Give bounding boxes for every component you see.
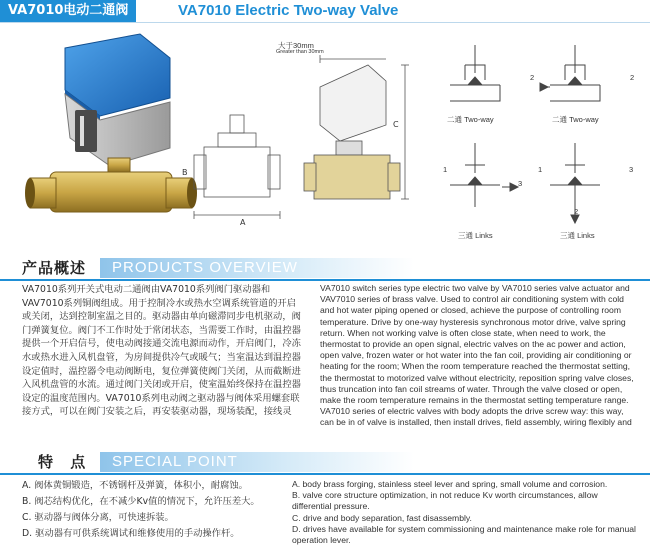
clearance-note-cn: 大于30mm bbox=[278, 41, 314, 50]
features-heading-en: SPECIAL POINT bbox=[100, 452, 414, 472]
feature-en-b: B. valve core structure optimization, in not reduce Kv worth circumstances, allow differential pressure. bbox=[292, 490, 598, 512]
feature-cn-b: B. 阀芯结构优化，在不减少Kv值的情况下，允许压差大。 bbox=[22, 496, 260, 507]
overview-heading-en: PRODUCTS OVERVIEW bbox=[100, 258, 414, 278]
links-label-b: 三通 Links bbox=[560, 231, 595, 240]
features-list-en bbox=[292, 479, 638, 546]
links-label-a: 三通 Links bbox=[458, 231, 493, 240]
overview-heading bbox=[0, 258, 650, 278]
two-way-label-b: 二通 Two-way bbox=[552, 115, 599, 124]
features-heading bbox=[0, 452, 650, 472]
feature-cn-d: D. 驱动器有可供系统调试和维修使用的手动操作杆。 bbox=[22, 528, 240, 539]
port-1-b: 1 bbox=[538, 165, 543, 174]
feature-en-d: D. drives have available for system commissioning and maintenance make role for manual operation lever. bbox=[292, 523, 636, 546]
overview-text-en: VA7010 switch series type electric two valve by VA7010 series valve actuator and VAV7010 series of brass valve. Used to control air conditioning system with cold and hot water piping opened or closed, achieve the purpose of controlling room temperature. Drive by one-way hysteresis synchronous motor drive, valve spring return. When not working valve is often close state, when need to work, the thermostat to provide an open signal, electric valves on the ac power and action, open valve, frozen water or hot water into the fan coil, providing air conditioning or heating for the room; When the room temperature reached the thermostat setting, the thermostat to motorized valve without electricity, reposition spring valve closes, thus truncation into fan coil streams of water. Through the valve closed or open, make the room temperature remains in the thermostat setting temperature range. VA7010 series of electric valves with body adopts the drive screw way: this way, can be in of valve is installed, then install drives, field assembly, wiring flexibly and bbox=[320, 283, 634, 428]
product-photo bbox=[20, 28, 200, 238]
dim-label-b: B bbox=[182, 168, 188, 177]
features-list-cn bbox=[22, 478, 292, 542]
feature-cn-c: C. 驱动器与阀体分离，可快速拆装。 bbox=[22, 512, 174, 523]
overview-text-cn: VA7010系列开关式电动二通阀由VA7010系列阀门驱动器和VAV7010系列铜阀组成。用于控制冷水或热水空调系统管道的开启或关闭，达到控制室温之目的。驱动器由单向磁滞同步电机驱动，阀门弹簧复位。阀门不工作时处于常闭状态，当需要工作时，由温控器提供一个开启信号，使电动阀接通交流电源而动作，开启阀门，冷冻水或热水进入风机盘管，为房间提供冷气或暖气；当室温达到温控器设定值时，温控器令电动阀断电，复位弹簧使阀门关闭，从而截断进入风机盘管的水流。通过阀门关闭或开启，使室温始终保持在温控器设定的温度范围内。VA7010系列电动阀之驱动器与阀体采用螺套联接方式，可以在阀门安装之后，再安装驱动器，现场装配，接线灵 bbox=[22, 284, 301, 418]
port-2-c: 2 bbox=[574, 207, 579, 216]
header-bar bbox=[0, 0, 650, 23]
port-2-a: 2 bbox=[530, 73, 535, 82]
overview-divider bbox=[0, 279, 650, 281]
feature-en-c: C. drive and body separation, fast disassembly. bbox=[292, 512, 472, 523]
dimension-drawing bbox=[190, 45, 420, 240]
feature-en-a: A. body brass forging, stainless steel lever and spring, small volume and corrosion. bbox=[292, 479, 608, 489]
features-heading-cn: 特 点 bbox=[38, 453, 92, 471]
title-cn: VA7010电动二通阀 bbox=[0, 0, 136, 22]
valve-schematics bbox=[440, 35, 640, 235]
overview-heading-cn: 产品概述 bbox=[22, 259, 87, 277]
title-en: VA7010 Electric Two-way Valve bbox=[178, 2, 399, 19]
port-3-b: 3 bbox=[629, 165, 634, 174]
clearance-note-en: Greater than 30mm bbox=[276, 49, 324, 55]
features-divider bbox=[0, 473, 650, 475]
dim-label-a: A bbox=[240, 218, 246, 227]
feature-cn-a: A. 阀体黄铜锻造，不锈钢杆及弹簧，体积小，耐腐蚀。 bbox=[22, 480, 248, 491]
port-2-b: 2 bbox=[630, 73, 635, 82]
port-1-a: 1 bbox=[443, 165, 448, 174]
two-way-label-a: 二通 Two-way bbox=[447, 115, 494, 124]
port-3-a: 3 bbox=[518, 179, 523, 188]
dim-label-c: C bbox=[393, 120, 399, 129]
